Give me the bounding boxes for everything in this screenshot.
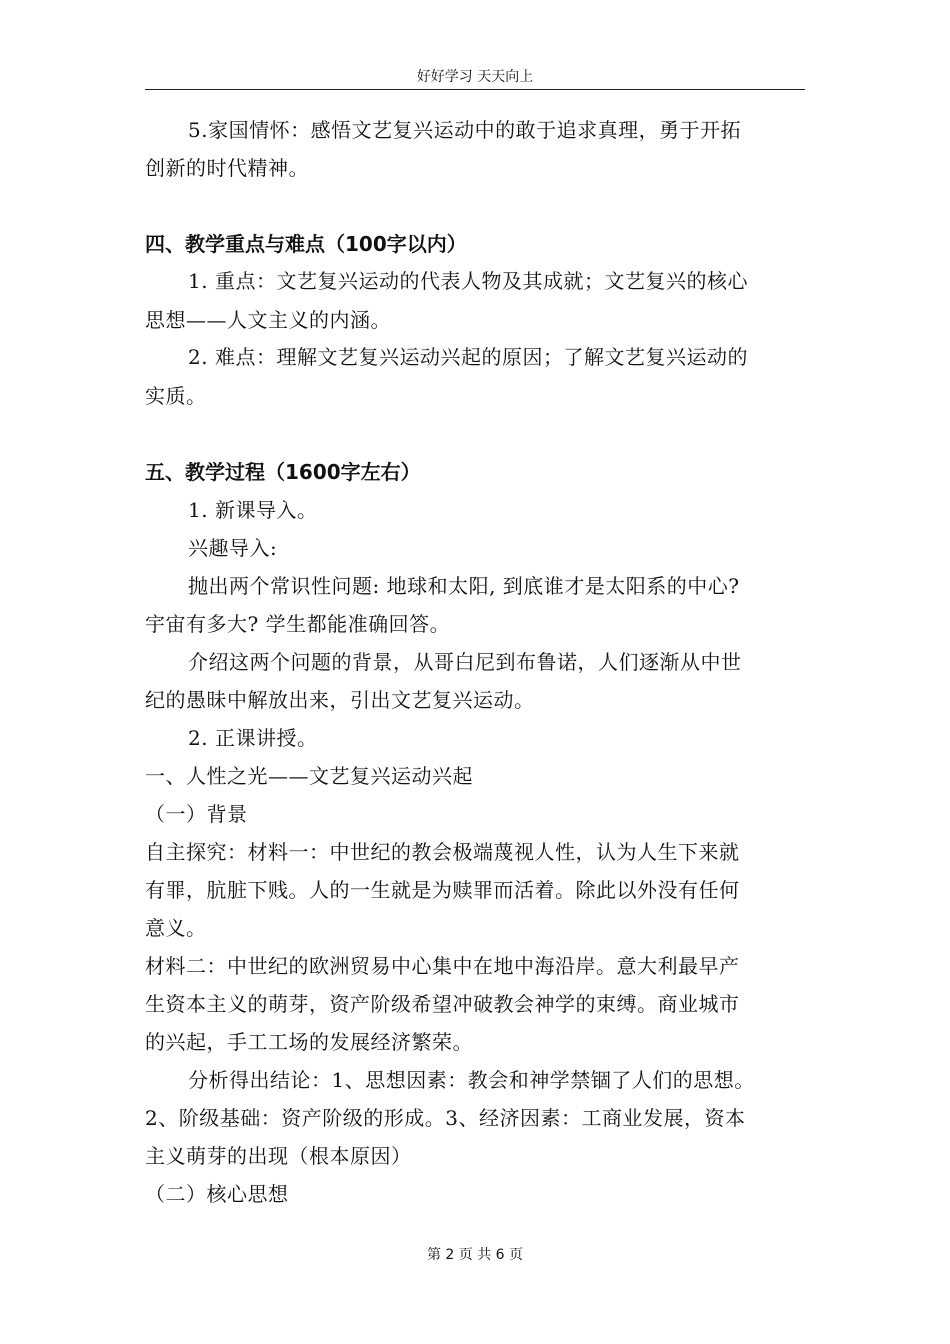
- text-line: 创新的时代精神。: [145, 156, 309, 180]
- text-line: 自主探究：材料一：中世纪的教会极端蔑视人性，认为人生下来就: [145, 840, 740, 864]
- text-line: 介绍这两个问题的背景，从哥白尼到布鲁诺，人们逐渐从中世: [188, 650, 742, 674]
- page-header: 好好学习 天天向上: [416, 69, 534, 85]
- text-line: 有罪，肮脏下贱。人的一生就是为赎罪而活着。除此以外没有任何: [145, 878, 740, 902]
- text-line: 抛出两个常识性问题: 地球和太阳, 到底谁才是太阳系的中心?: [188, 574, 740, 598]
- text-line: 的兴起，手工工场的发展经济繁荣。: [145, 1030, 473, 1054]
- section-heading: 五、教学过程（1600字左右）: [145, 460, 421, 484]
- section-heading: 四、教学重点与难点（100字以内）: [145, 232, 467, 256]
- page-footer: 第 2 页 共 6 页: [426, 1247, 524, 1263]
- text-line: 实质。: [145, 384, 207, 408]
- text-line: （二）核心思想: [145, 1182, 289, 1206]
- text-line: 主义萌芽的出现（根本原因）: [145, 1144, 412, 1168]
- text-line: 生资本主义的萌芽，资产阶级希望冲破教会神学的束缚。商业城市: [145, 992, 740, 1016]
- text-line: 分析得出结论：1、思想因素：教会和神学禁锢了人们的思想。: [188, 1068, 755, 1092]
- text-line: 1. 重点：文艺复兴运动的代表人物及其成就；文艺复兴的核心: [188, 269, 748, 293]
- text-line: 2. 正课讲授。: [188, 726, 318, 750]
- header-rule: [145, 89, 805, 90]
- text-line: 2. 难点：理解文艺复兴运动兴起的原因；了解文艺复兴运动的: [188, 345, 748, 369]
- text-line: 一、人性之光——文艺复兴运动兴起: [145, 764, 473, 788]
- text-line: 5.家国情怀：感悟文艺复兴运动中的敢于追求真理，勇于开拓: [188, 118, 742, 142]
- text-line: （一）背景: [145, 802, 248, 826]
- text-line: 1. 新课导入。: [188, 498, 318, 522]
- text-line: 2、阶级基础：资产阶级的形成。3、经济因素：工商业发展，资本: [145, 1106, 746, 1130]
- text-line: 宇宙有多大? 学生都能准确回答。: [145, 612, 451, 636]
- text-line: 意义。: [145, 916, 207, 940]
- text-line: 思想——人文主义的内涵。: [145, 308, 391, 332]
- text-line: 兴趣导入:: [188, 536, 278, 560]
- text-line: 纪的愚昧中解放出来，引出文艺复兴运动。: [145, 688, 535, 712]
- text-line: 材料二：中世纪的欧洲贸易中心集中在地中海沿岸。意大利最早产: [145, 954, 740, 978]
